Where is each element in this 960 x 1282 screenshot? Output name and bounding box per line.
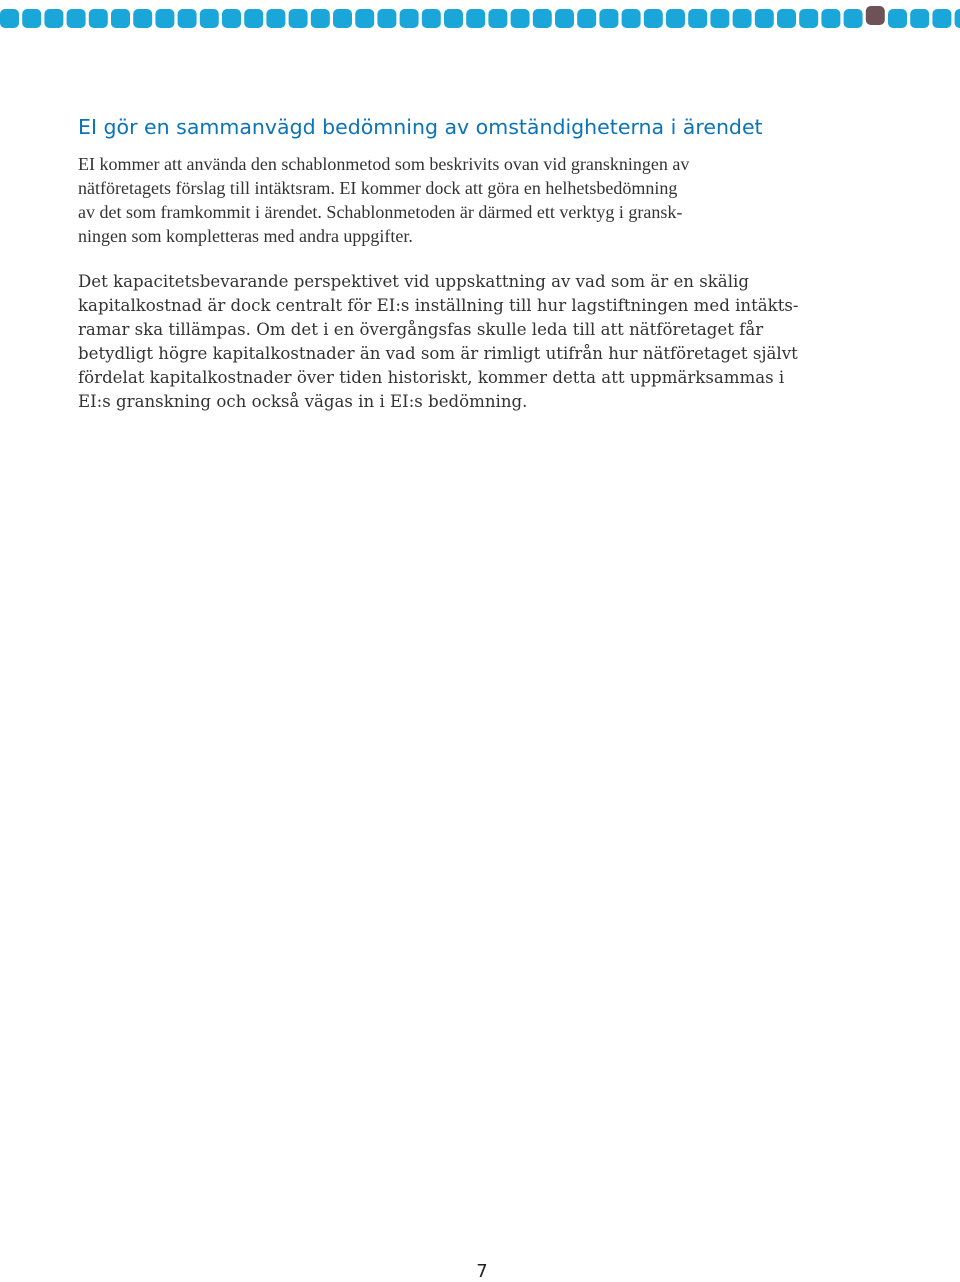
paragraph-line: nätföretagets förslag till intäktsram. EI kommer dock att göra en helhetsbedömning: [78, 178, 678, 198]
paragraph-line: ningen som kompletteras med andra uppgifter.: [78, 226, 413, 246]
blue-square-decoration: [955, 9, 960, 28]
paragraph-line: kapitalkostnad är dock centralt för EI:s inställning till hur lagstiftningen med intäkts-: [78, 296, 799, 315]
blue-square-decoration: [511, 9, 530, 28]
blue-square-decoration: [444, 9, 463, 28]
page-number: 7: [476, 1261, 488, 1282]
blue-square-decoration: [155, 9, 174, 28]
blue-square-decoration: [111, 9, 130, 28]
blue-square-decoration: [67, 9, 86, 28]
blue-square-decoration: [710, 9, 729, 28]
paragraph-line: av det som framkommit i ärendet. Schablonmetoden är därmed ett verktyg i gransk-: [78, 202, 683, 222]
paragraph-intro: [78, 152, 838, 248]
blue-square-decoration: [200, 9, 219, 28]
blue-square-decoration: [244, 9, 263, 28]
blue-square-decoration: [533, 9, 552, 28]
blue-square-decoration: [377, 9, 396, 28]
blue-square-decoration: [44, 9, 63, 28]
paragraph-line: betydligt högre kapitalkostnader än vad som är rimligt utifrån hur nätföretaget självt: [78, 344, 798, 363]
blue-square-decoration: [932, 9, 951, 28]
paragraph-line: EI kommer att använda den schablonmetod som beskrivits ovan vid granskningen av: [78, 154, 690, 174]
blue-square-decoration: [222, 9, 241, 28]
blue-square-decoration: [133, 9, 152, 28]
blue-square-decoration: [666, 9, 685, 28]
blue-square-decoration: [422, 9, 441, 28]
blue-square-decoration: [0, 9, 19, 28]
blue-square-decoration: [488, 9, 507, 28]
blue-square-decoration: [333, 9, 352, 28]
blue-square-decoration: [910, 9, 929, 28]
blue-square-decoration: [577, 9, 596, 28]
blue-square-decoration: [755, 9, 774, 28]
blue-square-decoration: [821, 9, 840, 28]
blue-square-decoration: [733, 9, 752, 28]
blue-square-decoration: [466, 9, 485, 28]
blue-square-decoration: [888, 9, 907, 28]
paragraph-line: Det kapacitetsbevarande perspektivet vid uppskattning av vad som är en skälig: [78, 272, 749, 291]
blue-square-decoration: [266, 9, 285, 28]
blue-square-decoration: [644, 9, 663, 28]
blue-square-decoration: [311, 9, 330, 28]
blue-square-decoration: [178, 9, 197, 28]
blue-square-decoration: [355, 9, 374, 28]
blue-square-decoration: [89, 9, 108, 28]
blue-square-decoration: [777, 9, 796, 28]
paragraph-capacity-perspective: [78, 270, 838, 414]
brown-square-marker-icon: [866, 6, 885, 25]
paragraph-line: EI:s granskning och också vägas in i EI:s bedömning.: [78, 392, 528, 411]
square-strip-graphic: [0, 6, 960, 28]
paragraph-line: ramar ska tillämpas. Om det i en övergångsfas skulle leda till att nätföretaget får: [78, 320, 764, 339]
blue-square-decoration: [599, 9, 618, 28]
decorative-square-strip: [0, 6, 960, 28]
blue-square-decoration: [844, 9, 863, 28]
blue-square-decoration: [400, 9, 419, 28]
blue-square-decoration: [22, 9, 41, 28]
blue-square-decoration: [688, 9, 707, 28]
blue-square-decoration: [289, 9, 308, 28]
paragraph-line: fördelat kapitalkostnader över tiden historiskt, kommer detta att uppmärksammas i: [78, 368, 785, 387]
blue-square-decoration: [622, 9, 641, 28]
blue-square-decoration: [555, 9, 574, 28]
section-heading: EI gör en sammanvägd bedömning av omständigheterna i ärendet: [78, 115, 763, 139]
blue-square-decoration: [799, 9, 818, 28]
